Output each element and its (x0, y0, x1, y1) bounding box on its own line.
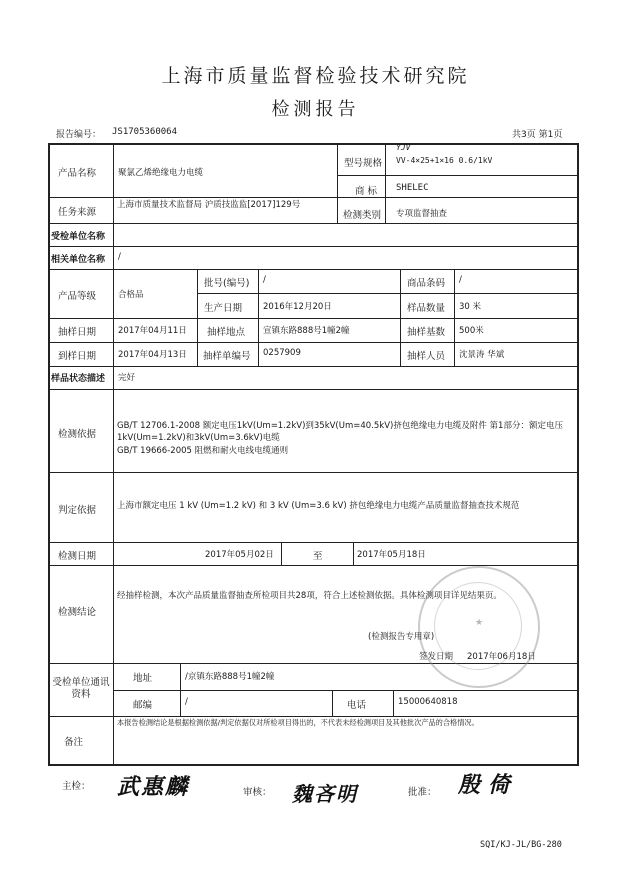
inspected-unit-label: 受检单位名称 (51, 232, 106, 242)
address-label: 地址 (133, 673, 153, 684)
test-basis-label: 检测依据 (58, 429, 97, 440)
sample-state-value: 完好 (118, 373, 136, 383)
model-hand-note: YJV (396, 143, 411, 152)
chief-inspector-signature: 武惠麟 (117, 774, 190, 800)
approver-label: 批准： (408, 787, 437, 798)
product-name-value: 聚氯乙烯绝缘电力电缆 (118, 168, 204, 178)
report-no-label: 报告编号： (56, 130, 102, 140)
form-code: SQI/KJ-JL/BG-280 (480, 840, 562, 850)
brand-value: SHELEC (396, 183, 429, 193)
sampling-sheet-value: 0257909 (263, 348, 301, 358)
model-value: VV-4×25+1×16 0.6/1kV (396, 156, 493, 165)
test-basis-line-1: GB/T 12706.1-2008 额定电压1kV(Um=1.2kV)到35kV(Um=40.5kV)挤包绝缘电力电缆及附件 第1部分：额定电压1kV(Um=1.2kV)和3kV(Um=3.6kV)电缆 (117, 421, 563, 443)
test-category-label: 检测类别 (343, 210, 382, 221)
remarks-value: 本报告检测结论是根据检测依据/判定依据仅对所检项目得出的，不代表未经检测项目及其他批次产品的合格情况。 (117, 718, 479, 727)
sampler-label: 抽样人员 (407, 351, 446, 362)
conclusion-seal-note: (检测报告专用章) (368, 632, 435, 642)
model-label: 型号规格 (344, 158, 383, 169)
reviewer-signature: 魏吝明 (292, 782, 358, 806)
report-title: 检测报告 (271, 99, 360, 120)
postcode-value: / (185, 697, 188, 707)
task-source-label: 任务来源 (58, 207, 97, 218)
task-source-value: 上海市质量技术监督局 沪质技监监[2017]129号 (117, 200, 301, 210)
seal-text: ★ (474, 618, 484, 628)
conclusion-text: 经抽样检测，本次产品质量监督抽查所检项目共28项，符合上述检测依据。具体检测项目详见结果页。 (117, 591, 502, 601)
test-date-to-label: 至 (313, 551, 323, 562)
official-seal (418, 566, 540, 688)
grade-label: 产品等级 (58, 291, 97, 302)
grade-value: 合格品 (118, 290, 144, 300)
page-info: 共3页 第1页 (512, 130, 563, 140)
related-unit-label: 相关单位名称 (51, 255, 106, 265)
arrival-date-value: 2017年04月13日 (118, 350, 187, 360)
sampling-sheet-label: 抽样单编号 (203, 351, 251, 362)
conclusion-label: 检测结论 (58, 607, 97, 618)
test-category-value: 专项监督抽查 (396, 209, 448, 219)
batch-value: / (263, 275, 266, 285)
sample-quantity-value: 30 米 (459, 302, 482, 312)
barcode-label: 商品条码 (407, 278, 446, 289)
test-date-from: 2017年05月02日 (205, 550, 274, 560)
sampler-value: 沈景涛 华斌 (459, 350, 505, 360)
institute-title: 上海市质量监督检验技术研究院 (161, 65, 470, 87)
report-no: JS1705360064 (112, 127, 178, 137)
sign-date-value: 2017年06月18日 (467, 652, 536, 662)
contact-group-label: 受检单位通讯资料 (52, 677, 110, 700)
postcode-label: 邮编 (133, 700, 153, 711)
phone-value: 15000640818 (398, 697, 458, 707)
judgement-basis-value: 上海市额定电压 1 kV (Um=1.2 kV) 和 3 kV (Um=3.6 kV) 挤包绝缘电力电缆产品质量监督抽查技术规范 (117, 501, 520, 511)
barcode-value: / (459, 275, 462, 285)
sample-quantity-label: 样品数量 (407, 303, 446, 314)
brand-label: 商 标 (355, 186, 378, 197)
chief-inspector-label: 主检： (62, 781, 91, 792)
production-date-value: 2016年12月20日 (263, 302, 332, 312)
sampling-date-label: 抽样日期 (58, 327, 97, 338)
sign-date-label: 签发日期 (419, 652, 454, 662)
sampling-place-label: 抽样地点 (207, 327, 246, 338)
sampling-base-value: 500米 (459, 326, 484, 336)
judgement-basis-label: 判定依据 (58, 505, 97, 516)
sampling-date-value: 2017年04月11日 (118, 326, 187, 336)
batch-label: 批号(编号) (204, 278, 250, 289)
test-date-label: 检测日期 (58, 551, 97, 562)
product-name-label: 产品名称 (58, 168, 97, 179)
reviewer-label: 审核： (243, 787, 272, 798)
production-date-label: 生产日期 (204, 303, 243, 314)
sampling-base-label: 抽样基数 (407, 327, 446, 338)
address-value: /京镇东路888号1幢2幢 (185, 672, 275, 682)
sampling-place-value: 宣镇东路888号1幢2幢 (263, 326, 350, 336)
remarks-label: 备注 (64, 737, 84, 748)
related-unit-value: / (118, 252, 121, 262)
phone-label: 电话 (347, 700, 367, 711)
sample-state-label: 样品状态描述 (51, 374, 106, 384)
approver-signature: 殷倚 (458, 772, 519, 798)
test-date-to: 2017年05月18日 (357, 550, 426, 560)
arrival-date-label: 到样日期 (58, 351, 97, 362)
test-basis-line-2: GB/T 19666-2005 阻燃和耐火电线电缆通则 (117, 446, 289, 456)
